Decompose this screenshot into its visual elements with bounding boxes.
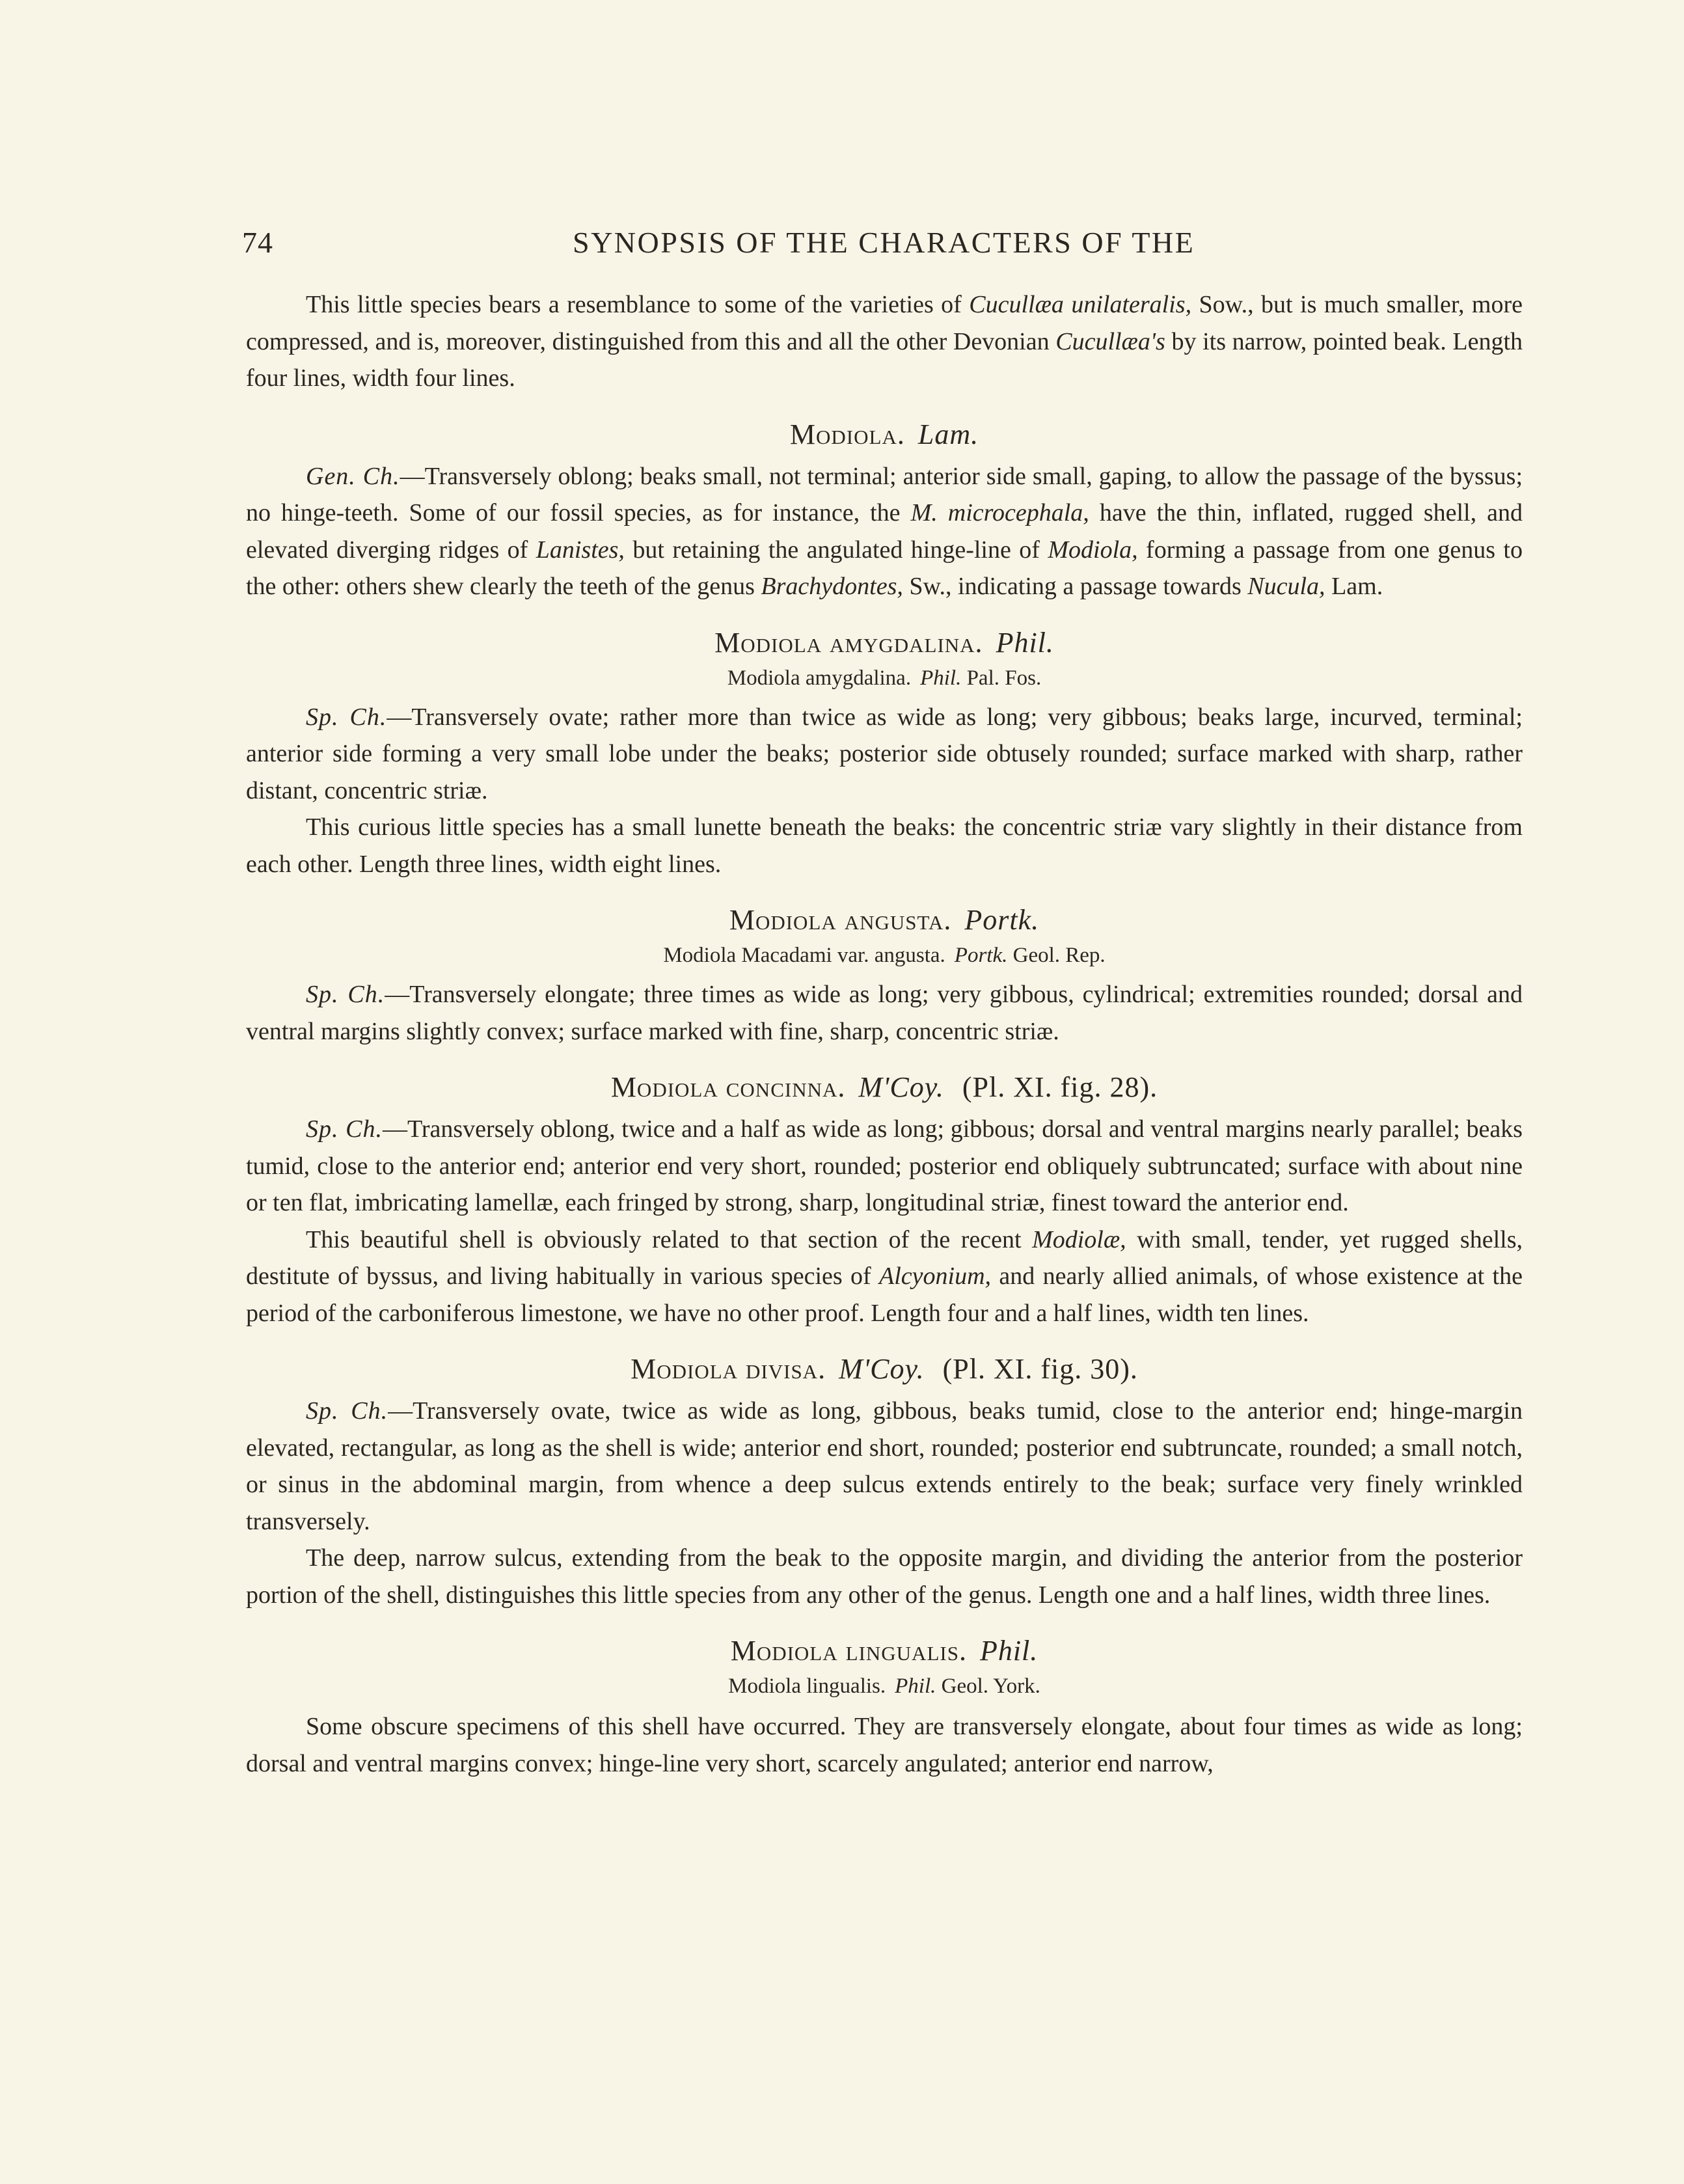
species-author: M'Coy. bbox=[839, 1353, 925, 1385]
species-name: Modiola amygdalina. bbox=[714, 626, 983, 659]
species-characters bbox=[246, 976, 1523, 1050]
species-name: Modiola concinna. bbox=[610, 1071, 846, 1103]
genus-species-4: Brachydontes, bbox=[761, 573, 903, 600]
page-body bbox=[246, 286, 1523, 1782]
note-text-1: This beautiful shell is obviously related to that section of the recent bbox=[306, 1225, 1033, 1253]
species-note bbox=[246, 1222, 1523, 1332]
synonym-author: Phil. bbox=[895, 1674, 936, 1698]
synonym-name: Modiola amygdalina. bbox=[727, 666, 912, 690]
species-heading-divisa bbox=[246, 1351, 1523, 1387]
synonym-line bbox=[246, 661, 1523, 695]
genus-heading bbox=[246, 416, 1523, 453]
genus-text-3: but retaining the angulated hinge-line of bbox=[624, 536, 1048, 564]
synonym-line bbox=[246, 1669, 1523, 1703]
species-char-label: Sp. Ch. bbox=[306, 1397, 388, 1425]
running-head bbox=[242, 225, 1441, 271]
species-heading-concinna bbox=[246, 1069, 1523, 1106]
intro-paragraph bbox=[246, 286, 1523, 397]
species-heading-angusta bbox=[246, 902, 1523, 938]
note-genus-name: Modiolæ, bbox=[1032, 1225, 1126, 1253]
species-note: This curious little species has a small lunette beneath the beaks: the concentric striæ vary slightly in their distance from each other. Length three lines, width eight lines. bbox=[246, 813, 1523, 878]
species-author: M'Coy. bbox=[858, 1071, 944, 1103]
species-description: —Transversely elongate; three times as wide as long; very gibbous, cylindrical; extremities rounded; dorsal and ventral margins slightly convex; surface marked with fine, sharp, concentric striæ. bbox=[246, 981, 1523, 1045]
species-char-label: Sp. Ch. bbox=[306, 1115, 383, 1143]
synonym-author: Portk. bbox=[954, 944, 1008, 967]
genus-name: Modiola. bbox=[789, 418, 905, 450]
species-name: Modiola divisa. bbox=[631, 1353, 826, 1385]
genus-species-3: Modiola, bbox=[1048, 536, 1138, 564]
intro-text-3: by its narrow, pointed beak. Length four lines, width four lines. bbox=[246, 327, 1523, 392]
species-description: —Transversely oblong, twice and a half as wide as long; gibbous; dorsal and ventral margins nearly parallel; beaks tumid, close to the anterior end; anterior end very short, rounded; posterior end obliquely subtruncated; surface with about nine or ten flat, imbricating lamellæ, each fringed by strong, sharp, longitudinal striæ, finest toward the anterior end. bbox=[246, 1115, 1523, 1216]
genus-species-5: Nucula, bbox=[1247, 573, 1325, 600]
synonym-name: Modiola Macadami var. angusta. bbox=[663, 944, 945, 967]
genus-char-label: Gen. Ch. bbox=[306, 462, 400, 490]
genus-text-1: —Transversely oblong; beaks small, not terminal; anterior side small, gaping, to allow the passage of the byssus; no hinge-teeth. Some of our fossil species, as for instance, the bbox=[246, 462, 1523, 526]
intro-species-name: Cucullæa unilateralis, bbox=[969, 291, 1192, 318]
page-number: 74 bbox=[242, 226, 273, 259]
synonym-reference: Pal. Fos. bbox=[966, 666, 1042, 690]
genus-characters bbox=[246, 458, 1523, 605]
species-note: Some obscure specimens of this shell have occurred. They are transversely elongate, about four times as wide as long; dorsal and ventral margins convex; hinge-line very short, scarcely angulated; anterior end narrow, bbox=[246, 1713, 1523, 1777]
species-author: Phil. bbox=[996, 626, 1054, 659]
genus-text-4: forming a passage from one genus to the other: others shew clearly the teeth of the genus bbox=[246, 536, 1523, 600]
plate-reference: (Pl. XI. fig. 28). bbox=[962, 1071, 1158, 1103]
synonym-author: Phil. bbox=[920, 666, 962, 690]
genus-text-2: have the thin, inflated, rugged shell, and elevated diverging ridges of bbox=[246, 499, 1523, 564]
synonym-line bbox=[246, 938, 1523, 972]
genus-author: Lam. bbox=[917, 418, 979, 450]
intro-text-1: This little species bears a resemblance to some of the varieties of bbox=[306, 291, 970, 318]
species-description: —Transversely ovate, twice as wide as long, gibbous, beaks tumid, close to the anterior end; hinge-margin elevated, rectangular, as long as the shell is wide; anterior end short, rounded; posterior end subtruncate, rounded; a small notch, or sinus in the abdominal margin, from whence a deep sulcus extends entirely to the beak; surface very finely wrinkled transversely. bbox=[246, 1397, 1523, 1535]
species-description: —Transversely ovate; rather more than twice as wide as long; very gibbous; beaks large, incurved, terminal; anterior side forming a very small lobe under the beaks; posterior side obtusely rounded; surface marked with sharp, rather distant, concentric striæ. bbox=[246, 703, 1523, 804]
plate-reference: (Pl. XI. fig. 30). bbox=[942, 1353, 1138, 1385]
species-author: Portk. bbox=[964, 904, 1040, 936]
species-characters bbox=[246, 1393, 1523, 1540]
genus-species-1: M. microcephala, bbox=[910, 499, 1089, 526]
running-title: SYNOPSIS OF THE CHARACTERS OF THE bbox=[573, 226, 1195, 259]
species-name: Modiola lingualis. bbox=[730, 1635, 967, 1667]
synonym-reference: Geol. Rep. bbox=[1012, 944, 1106, 967]
species-char-label: Sp. Ch. bbox=[306, 981, 385, 1008]
species-characters bbox=[246, 699, 1523, 810]
synonym-reference: Geol. York. bbox=[941, 1674, 1040, 1698]
note-genus-name: Alcyonium, bbox=[879, 1263, 992, 1290]
species-heading-amygdalina bbox=[246, 625, 1523, 661]
species-note: The deep, narrow sulcus, extending from the beak to the opposite margin, and dividing the anterior from the posterior portion of the shell, distinguishes this little species from any other of the genus. Length one and a half lines, width three lines. bbox=[246, 1544, 1523, 1609]
genus-text-6: Lam. bbox=[1325, 573, 1383, 600]
note-text-3: and nearly allied animals, of whose existence at the period of the carboniferous limestone, we have no other proof. Length four and a half lines, width ten lines. bbox=[246, 1263, 1523, 1327]
species-heading-lingualis bbox=[246, 1633, 1523, 1669]
species-name: Modiola angusta. bbox=[729, 904, 952, 936]
genus-species-2: Lanistes, bbox=[536, 536, 625, 564]
species-char-label: Sp. Ch. bbox=[306, 703, 387, 731]
species-author: Phil. bbox=[979, 1635, 1039, 1667]
note-text-2: with small, tender, yet rugged shells, destitute of byssus, and living habitually in various species of bbox=[246, 1225, 1523, 1290]
genus-text-5: Sw., indicating a passage towards bbox=[903, 573, 1248, 600]
species-characters bbox=[246, 1111, 1523, 1222]
intro-genus-name: Cucullæa's bbox=[1055, 327, 1165, 355]
synonym-name: Modiola lingualis. bbox=[728, 1674, 886, 1698]
intro-text-2: Sow., but is much smaller, more compressed, and is, moreover, distinguished from this and all the other Devonian bbox=[246, 291, 1523, 355]
